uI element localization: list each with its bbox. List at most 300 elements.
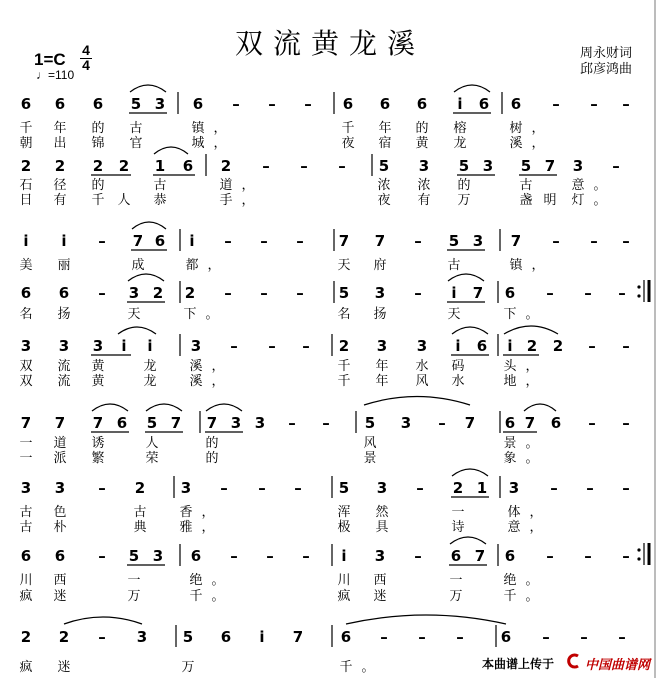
slur [452,469,488,476]
note: i [457,95,463,113]
lyric-char: 疯 [19,660,33,675]
note: 2 [58,628,70,646]
lyric-char: 。 [205,307,219,322]
note: 7 [54,414,66,432]
note: 6 [500,628,512,646]
note: 7 [524,414,536,432]
note: – [260,284,268,302]
note: 6 [550,414,562,432]
note: 6 [154,232,166,250]
lyric-char: 风 [415,374,429,389]
note: – [622,479,630,497]
lyricist-credit: 周永财词 [580,46,633,61]
note: i [259,628,265,646]
slur [504,326,558,334]
lyric-char: 千 [337,374,351,389]
slur [450,537,486,544]
lyric-char: 万 [127,589,141,604]
note: 6 [220,628,232,646]
lyric-char: ， [211,359,225,374]
note: – [268,337,276,355]
note: – [302,547,310,565]
lyric-char: 流 [57,359,71,374]
lyric-char: 出 [53,136,67,151]
note: 3 [136,628,148,646]
note: 5 [128,547,140,565]
lyric-char: ， [201,520,215,535]
note: 6 [20,547,32,565]
lyric-char: ， [201,505,215,520]
lyric-char: 城 [191,136,205,151]
note: 3 [374,547,386,565]
note: 6 [58,284,70,302]
note: i [189,232,195,250]
note: 6 [342,95,354,113]
lyric-char: 雅 [179,520,193,535]
note: 6 [182,157,194,175]
note: – [438,414,446,432]
note: 6 [92,95,104,113]
note: – [552,232,560,250]
note: 3 [472,232,484,250]
lyric-char: 浑 [337,505,351,520]
note: 7 [474,547,486,565]
slur [130,85,166,92]
slur [132,222,166,229]
note: 7 [92,414,104,432]
note: 7 [292,628,304,646]
note: 3 [230,414,242,432]
slur [364,397,470,406]
lyric-char: 古 [129,121,143,136]
note: – [230,547,238,565]
note: 7 [170,414,182,432]
lyric-char: 意 [507,520,521,535]
note: – [414,547,422,565]
lyric-char: 千 [339,660,353,675]
lyric-char: 名 [337,307,351,322]
note: – [622,232,630,250]
note: – [220,479,228,497]
note: 6 [510,95,522,113]
note: – [546,547,554,565]
lyric-char: 意 [571,178,585,193]
note: – [98,232,106,250]
note: – [414,232,422,250]
lyric-char: 疯 [19,589,33,604]
note: – [418,628,426,646]
note: – [296,232,304,250]
note: 2 [118,157,130,175]
lyric-char: 日 [19,193,33,208]
lyric-char: ， [211,374,225,389]
lyric-char: 浓 [377,178,391,193]
slur [146,404,182,411]
lyric-char: 。 [525,307,539,322]
note: 2 [20,157,32,175]
note: 5 [182,628,194,646]
note: – [380,628,388,646]
lyric-char: 有 [417,193,431,208]
lyric-char: 镇 [191,121,205,136]
note: i [451,284,457,302]
note: – [588,337,596,355]
lyric-char: 丽 [57,258,71,273]
lyric-char: ， [241,193,255,208]
note: 5 [458,157,470,175]
lyric-char: 景 [363,451,377,466]
lyric-char: 一 [19,436,33,451]
note: – [224,232,232,250]
lyric-char: 。 [525,573,539,588]
lyric-char: 疯 [337,589,351,604]
note: 6 [20,95,32,113]
note: i [61,232,67,250]
lyric-char: 的 [91,178,105,193]
slur [452,327,488,334]
lyric-char: 道 [219,178,233,193]
note: 3 [58,337,70,355]
lyric-char: 道 [53,436,67,451]
lyric-char: 千 [341,121,355,136]
lyric-char: ， [531,258,545,273]
lyric-char: 黄 [415,136,429,151]
note: 5 [520,157,532,175]
note: – [98,479,106,497]
note: – [456,628,464,646]
note: – [622,547,630,565]
note: – [590,95,598,113]
note: 3 [92,337,104,355]
lyric-char: 一 [127,573,141,588]
note: – [542,628,550,646]
note: 3 [154,95,166,113]
slur [346,615,506,624]
note: – [322,414,330,432]
slur [448,274,484,281]
lyric-char: 黄 [91,359,105,374]
note: – [590,232,598,250]
note: – [268,95,276,113]
note: 2 [452,479,464,497]
lyric-char: 色 [53,505,67,520]
lyric-char: ， [241,178,255,193]
lyric-char: 双 [19,359,33,374]
lyric-char: 一 [451,505,465,520]
note: 5 [130,95,142,113]
note: 6 [192,95,204,113]
lyric-char: 锦 [91,136,105,151]
note: 2 [20,628,32,646]
lyric-char: 龙 [453,136,467,151]
lyric-char: 下 [183,307,197,322]
lyric-char: 浓 [417,178,431,193]
lyric-char: 迷 [57,660,71,675]
note: 6 [116,414,128,432]
note: 7 [374,232,386,250]
lyric-char: 古 [519,178,533,193]
lyric-char: 天 [447,307,461,322]
note: 2 [552,337,564,355]
note: 1 [476,479,488,497]
lyric-char: 扬 [57,307,71,322]
lyric-char: 派 [53,451,67,466]
composer-credit: 邱彦鸿曲 [580,62,633,77]
lyric-char: 典 [133,520,147,535]
lyric-char: 头 [503,359,517,374]
lyric-char: 灯 [571,193,585,208]
lyric-char: 朴 [53,520,67,535]
lyric-char: 千 [19,121,33,136]
lyric-char: 象 [503,451,517,466]
lyric-char: 诗 [451,520,465,535]
note: 6 [478,95,490,113]
lyric-char: ， [213,121,227,136]
note: 6 [190,547,202,565]
lyric-char: ， [207,258,221,273]
note: 2 [92,157,104,175]
note: i [23,232,29,250]
note: – [304,95,312,113]
lyric-char: ， [529,520,543,535]
note: 7 [132,232,144,250]
lyric-char: 绝 [503,573,517,588]
lyric-char: 双 [19,374,33,389]
note: 3 [254,414,266,432]
note: – [612,157,620,175]
note: i [507,337,513,355]
lyric-char: 美 [19,258,33,273]
note: 3 [374,284,386,302]
note: – [258,479,266,497]
note: – [416,479,424,497]
note: i [455,337,461,355]
slur [154,147,188,154]
lyric-char: 古 [19,505,33,520]
note: 6 [450,547,462,565]
note: i [341,547,347,565]
note: – [294,479,302,497]
note: i [147,337,153,355]
lyric-char: 香 [179,505,193,520]
note: 2 [134,479,146,497]
lyric-char: 繁 [91,451,105,466]
lyric-char: 。 [525,589,539,604]
note: 3 [128,284,140,302]
lyric-char: 地 [503,374,517,389]
lyric-char: ， [525,359,539,374]
brand-name: 中国曲谱网 [585,658,651,673]
lyric-char: 极 [337,520,351,535]
note: – [552,95,560,113]
note: 3 [572,157,584,175]
lyric-char: 体 [507,505,521,520]
lyric-char: 码 [451,359,465,374]
note: 6 [504,284,516,302]
note: – [622,337,630,355]
note: – [232,95,240,113]
lyric-char: 夜 [341,136,355,151]
lyric-char: 。 [361,660,375,675]
lyric-char: 千 [189,589,203,604]
slur [118,327,156,334]
note: 3 [400,414,412,432]
note: 5 [338,284,350,302]
lyric-char: 古 [133,505,147,520]
lyric-char: 千 [503,589,517,604]
note: 6 [476,337,488,355]
lyric-char: 龙 [143,374,157,389]
lyric-char: 人 [117,193,131,208]
lyric-char: 恭 [153,193,167,208]
note: 2 [152,284,164,302]
note: 6 [504,414,516,432]
time-bottom: 4 [82,57,90,73]
lyric-char: 溪 [189,359,203,374]
note: 6 [340,628,352,646]
lyric-char: ， [531,136,545,151]
lyric-char: 诱 [91,436,105,451]
lyric-char: 。 [593,193,607,208]
lyric-char: ， [213,136,227,151]
lyric-char: 古 [19,520,33,535]
note: 2 [526,337,538,355]
slur [64,617,142,624]
note: 2 [220,157,232,175]
key-signature: 1=C [34,50,66,69]
notation-body [19,92,629,675]
lyric-char: 溪 [509,136,523,151]
slur [92,404,128,411]
note: 6 [379,95,391,113]
lyric-char: 年 [53,121,67,136]
lyric-char: 迷 [53,589,67,604]
note: 2 [54,157,66,175]
lyric-char: 名 [19,307,33,322]
lyric-char: 官 [129,136,143,151]
note: – [98,628,106,646]
note: – [288,414,296,432]
note: – [618,628,626,646]
note: 5 [338,479,350,497]
lyric-char: 榕 [453,121,467,136]
note: 3 [508,479,520,497]
lyric-char: 具 [375,520,389,535]
brand-logo-icon [566,653,582,669]
lyric-char: 人 [145,436,159,451]
lyric-char: 古 [447,258,461,273]
note: 3 [482,157,494,175]
lyric-char: 的 [205,436,219,451]
lyric-char: 。 [211,589,225,604]
lyric-char: 的 [91,121,105,136]
note: – [266,547,274,565]
note: i [121,337,127,355]
lyric-char: 万 [181,660,195,675]
lyric-char: 流 [57,374,71,389]
lyric-char: 千 [91,193,105,208]
lyric-char: 然 [375,505,389,520]
slur [524,404,556,411]
lyric-char: 千 [337,359,351,374]
time-top: 4 [82,42,90,58]
note: – [622,414,630,432]
note: – [586,479,594,497]
lyric-char: 。 [593,178,607,193]
note: 6 [54,547,66,565]
note: 3 [180,479,192,497]
note: – [262,157,270,175]
note: – [296,284,304,302]
note: 5 [378,157,390,175]
repeat-dots [637,285,640,560]
lyric-char: 有 [53,193,67,208]
slur [206,404,242,411]
note: 1 [154,157,166,175]
lyric-char: 迷 [373,589,387,604]
lyric-char: 天 [127,307,141,322]
lyric-char: 宿 [378,136,392,151]
note: – [584,284,592,302]
lyric-char: 石 [19,178,33,193]
lyric-char: 下 [503,307,517,322]
note: – [550,479,558,497]
note: 2 [184,284,196,302]
note: – [260,232,268,250]
note: – [300,157,308,175]
note: – [414,284,422,302]
note: 7 [206,414,218,432]
lyric-char: 都 [185,258,199,273]
note: – [622,95,630,113]
lyric-char: 府 [373,258,387,273]
note: 2 [338,337,350,355]
note: 5 [364,414,376,432]
lyric-char: 川 [337,573,351,588]
lyric-char: 手 [219,193,233,208]
lyric-char: 一 [449,573,463,588]
note: 7 [544,157,556,175]
note: 3 [416,337,428,355]
note: – [230,337,238,355]
lyric-char: 朝 [19,136,33,151]
lyric-char: 径 [53,178,67,193]
note: 3 [20,337,32,355]
lyric-char: 水 [451,374,465,389]
lyric-char: 的 [415,121,429,136]
note: – [546,284,554,302]
lyric-char: 。 [211,573,225,588]
lyric-char: 古 [153,178,167,193]
lyric-char: 的 [205,451,219,466]
note: 6 [20,284,32,302]
note: – [98,547,106,565]
lyric-char: 景 [503,436,517,451]
lyric-char: 镇 [509,258,523,273]
lyric-char: 树 [509,121,523,136]
note: 3 [376,479,388,497]
note: 7 [20,414,32,432]
lyric-char: 年 [375,374,389,389]
lyric-char: 溪 [189,374,203,389]
lyric-char: 一 [19,451,33,466]
lyric-char: 西 [53,573,67,588]
note: 3 [20,479,32,497]
note: 7 [510,232,522,250]
note: – [98,284,106,302]
lyric-char: 万 [449,589,463,604]
lyric-char: 万 [457,193,471,208]
